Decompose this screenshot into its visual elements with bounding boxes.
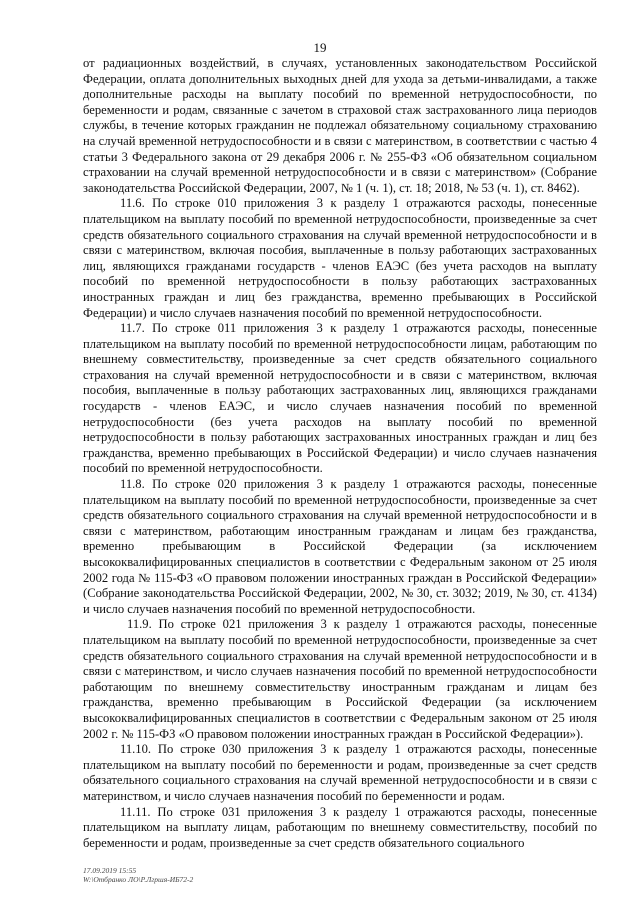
footer-timestamp: 17.09.2019 15:55 bbox=[83, 866, 137, 875]
paragraph-11-11: 11.11. По строке 031 приложения 3 к разделу 1 отражаются расходы, понесенные плательщиком на выплату лицам, работающим по внешнему совместительству, пособий по беременности и родам, произведенные за счет средств обязательного социального bbox=[83, 804, 597, 850]
footer-file-path: W:\Отбранко ЛО\Р.Лгршя-ИБ72-2 bbox=[83, 875, 194, 884]
document-body bbox=[83, 56, 597, 851]
page-number: 19 bbox=[313, 40, 327, 55]
paragraph-continuation: от радиационных воздействий, в случаях, установленных законодательством Российской Федерации, оплата дополнительных выходных дней для ухода за детьми-инвалидами, а также дополнительные расходы на выплату пособий по временной нетрудоспособности, по беременности и родам, связанные с зачетом в страховой стаж застрахованного лица периодов службы, в течение которых гражданин не подлежал обязательному социальному страхованию на случай временной нетрудоспособности и в связи с материнством, в соответствии с частью 4 статьи 3 Федерального закона от 29 декабря 2006 г. № 255-ФЗ «Об обязательном социальном страховании на случай временной нетрудоспособности и в связи с материнством» (Собрание законодательства Российской Федерации, 2007, № 1 (ч. 1), ст. 18; 2018, № 53 (ч. 1), ст. 8462). bbox=[83, 56, 597, 195]
paragraph-11-9: 11.9. По строке 021 приложения 3 к разделу 1 отражаются расходы, понесенные плательщиком на выплату пособий по временной нетрудоспособности, произведенные за счет средств обязательного социального страхования на случай временной нетрудоспособности и в связи с материнством, и число случаев назначения пособий по временной нетрудоспособности работающим по внешнему совместительству иностранным гражданам и лицам без гражданства, временно пребывающим в Российской Федерации (за исключением высококвалифицированных специалистов в соответствии с Федеральным законом от 25 июля 2002 г. № 115-ФЗ «О правовом положении иностранных граждан в Российской Федерации»). bbox=[83, 617, 597, 741]
paragraph-11-10: 11.10. По строке 030 приложения 3 к разделу 1 отражаются расходы, понесенные плательщиком на выплату пособий по беременности и родам, произведенные за счет средств обязательного социального страхования на случай временной нетрудоспособности и в связи с материнством, и число случаев назначения пособий по беременности и родам. bbox=[83, 742, 597, 803]
paragraph-11-7: 11.7. По строке 011 приложения 3 к разделу 1 отражаются расходы, понесенные плательщиком на выплату пособий по временной нетрудоспособности лицам, работающим по внешнему совместительству, произведенные за счет средств обязательного социального страхования на случай временной нетрудоспособности и в связи с материнством, включая пособия, выплаченные в пользу работающих застрахованных лиц, являющихся гражданами государств - членов ЕАЭС, и число случаев назначения пособий по временной нетрудоспособности (без учета расходов на выплату пособий по временной нетрудоспособности в пользу работающих застрахованных иностранных граждан и лиц без гражданства, временно пребывающих в Российской Федерации) и число случаев назначения пособий по временной нетрудоспособности. bbox=[83, 321, 597, 476]
footer-stamp bbox=[83, 866, 193, 884]
paragraph-11-6: 11.6. По строке 010 приложения 3 к разделу 1 отражаются расходы, понесенные плательщиком на выплату пособий по временной нетрудоспособности, произведенные за счет средств обязательного социального страхования на случай временной нетрудоспособности и в связи с материнством, включая пособия, выплаченные в пользу работающих застрахованных лиц, являющихся гражданами государств - членов ЕАЭС (без учета расходов на выплату пособий по временной нетрудоспособности в пользу работающих застрахованных иностранных граждан и лиц без гражданства, временно пребывающих в Российской Федерации) и число случаев назначения пособий по временной нетрудоспособности. bbox=[83, 196, 597, 320]
paragraph-11-8: 11.8. По строке 020 приложения 3 к разделу 1 отражаются расходы, понесенные плательщиком на выплату пособий по временной нетрудоспособности, произведенные за счет средств обязательного социального страхования на случай временной нетрудоспособности и в связи с материнством, работающим иностранным гражданам и лицам без гражданства, временно пребывающим в Российской Федерации (за исключением высококвалифицированных специалистов в соответствии с Федеральным законом от 25 июля 2002 года № 115-ФЗ «О правовом положении иностранных граждан в Российской Федерации» (Собрание законодательства Российской Федерации, 2002, № 30, ст. 3032; 2019, № 30, ст. 4134) и число случаев назначения пособий по временной нетрудоспособности. bbox=[83, 477, 597, 616]
